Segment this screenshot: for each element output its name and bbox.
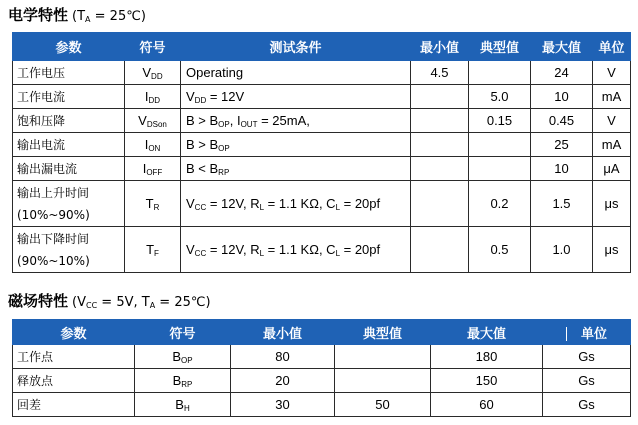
symbol-subscript: DD <box>151 71 163 81</box>
max-value-cell: 24 <box>531 61 593 85</box>
condition-subscript: L <box>335 202 341 212</box>
param-name-cell <box>13 157 125 181</box>
symbol-letter: V <box>142 64 152 80</box>
max-value-cell: 150 <box>431 369 543 393</box>
condition-text: V <box>186 88 195 104</box>
symbol-subscript: R <box>153 202 160 212</box>
symbol-cell <box>135 393 231 417</box>
unit-cell: mA <box>593 85 631 109</box>
condition-text: V <box>186 241 195 257</box>
magnetic-title-text: 磁场特性 <box>8 292 69 310</box>
symbol-letter: B <box>172 348 182 364</box>
condition-text: = 20pf <box>340 195 381 211</box>
table-row <box>13 157 631 181</box>
symbol-letter: B <box>172 372 182 388</box>
min-value-cell <box>411 157 469 181</box>
min-value-cell <box>411 85 469 109</box>
min-value-cell <box>411 227 469 273</box>
typ-value-cell <box>469 157 531 181</box>
condition-subscript: OP <box>218 143 230 153</box>
col-header-unit: 单位 <box>543 320 631 345</box>
param-name-cell <box>13 61 125 85</box>
condition-text: = 12V <box>206 88 245 104</box>
param-name-cell <box>13 227 125 273</box>
condition-cell <box>181 85 411 109</box>
symbol-cell <box>125 133 181 157</box>
param-name-cell: 回差 <box>13 393 135 417</box>
min-value-cell: 20 <box>231 369 335 393</box>
unit-cell: μs <box>593 227 631 273</box>
condition-subscript: L <box>335 248 341 258</box>
magnetic-section-title <box>8 290 211 311</box>
symbol-subscript: ON <box>148 143 161 153</box>
symbol-letter: B <box>175 396 184 412</box>
table-row <box>13 227 631 273</box>
param-name-cell <box>13 181 125 227</box>
condition-cell <box>181 181 411 227</box>
typ-value-cell <box>469 133 531 157</box>
col-header-min: 最小值 <box>411 33 469 61</box>
col-header-typ: 典型值 <box>335 320 431 345</box>
max-value-cell: 25 <box>531 133 593 157</box>
unit-cell: mA <box>593 133 631 157</box>
typ-value-cell <box>469 61 531 85</box>
param-name: 输出下降时间 <box>17 231 90 246</box>
symbol-letter: I <box>142 160 147 176</box>
symbol-subscript: OP <box>181 355 193 365</box>
param-name-cell: 释放点 <box>13 369 135 393</box>
param-name-cell: 工作点 <box>13 345 135 369</box>
symbol-letter: V <box>138 112 147 128</box>
symbol-subscript: OFF <box>146 167 163 177</box>
symbol-letter: T <box>145 195 154 211</box>
typ-value-cell: 0.15 <box>469 109 531 133</box>
col-header-min: 最小值 <box>231 320 335 345</box>
symbol-cell <box>125 181 181 227</box>
typ-value-cell: 5.0 <box>469 85 531 109</box>
min-value-cell <box>411 109 469 133</box>
param-name-cell <box>13 133 125 157</box>
electrical-title-text: 电学特性 <box>8 6 69 24</box>
symbol-cell <box>125 109 181 133</box>
min-value-cell: 4.5 <box>411 61 469 85</box>
param-name: 输出上升时间 <box>17 185 90 200</box>
col-header-symbol: 符号 <box>125 33 181 61</box>
unit-cell: Gs <box>543 369 631 393</box>
symbol-cell <box>125 227 181 273</box>
condition-text: = 1.1 KΩ, C <box>264 241 336 257</box>
table-row <box>13 109 631 133</box>
table-row <box>13 345 631 369</box>
col-header-condition: 测试条件 <box>181 33 411 61</box>
param-name: 工作电流 <box>17 90 66 104</box>
symbol-cell <box>125 61 181 85</box>
symbol-letter: T <box>146 241 155 257</box>
header-divider <box>566 327 567 341</box>
max-value-cell: 180 <box>431 345 543 369</box>
magnetic-characteristics-table <box>12 319 631 417</box>
unit-cell: V <box>593 109 631 133</box>
min-value-cell: 80 <box>231 345 335 369</box>
symbol-cell <box>135 369 231 393</box>
min-value-cell <box>411 133 469 157</box>
col-header-symbol: 符号 <box>135 320 231 345</box>
param-name: (90%~10%) <box>17 253 90 268</box>
param-name: 饱和压降 <box>17 114 66 128</box>
electrical-condition: ($T_A$ = 25℃) <box>72 9 146 24</box>
symbol-subscript: F <box>154 248 159 258</box>
max-value-cell: 1.0 <box>531 227 593 273</box>
symbol-letter: I <box>144 88 149 104</box>
symbol-letter: I <box>144 136 149 152</box>
unit-cell: Gs <box>543 345 631 369</box>
unit-cell: μs <box>593 181 631 227</box>
condition-cell <box>181 133 411 157</box>
table-header-row <box>13 320 631 345</box>
typ-value-cell: 0.2 <box>469 181 531 227</box>
condition-cell <box>181 109 411 133</box>
condition-text: V <box>186 195 195 211</box>
symbol-cell <box>125 85 181 109</box>
typ-value-cell <box>335 369 431 393</box>
condition-text: = 12V, R <box>206 241 260 257</box>
col-header-typ: 典型值 <box>469 33 531 61</box>
symbol-cell <box>135 345 231 369</box>
table-row <box>13 369 631 393</box>
electrical-section-title <box>8 4 146 25</box>
col-header-param: 参数 <box>13 33 125 61</box>
condition-cell <box>181 157 411 181</box>
col-header-unit: 单位 <box>593 33 631 61</box>
magnetic-condition: ($V_{CC} = 5V$, $T_A$ = 25℃) <box>72 295 211 310</box>
condition-subscript: RP <box>218 167 230 177</box>
condition-subscript: CC <box>194 202 207 212</box>
condition-text: , I <box>229 112 241 128</box>
electrical-characteristics-table <box>12 32 631 273</box>
max-value-cell: 10 <box>531 157 593 181</box>
condition-text: Operating <box>186 65 244 80</box>
condition-subscript: OUT <box>240 119 258 129</box>
condition-subscript: L <box>259 202 265 212</box>
condition-text: B > B <box>186 112 219 128</box>
symbol-cell <box>125 157 181 181</box>
table-row <box>13 393 631 417</box>
param-name-cell <box>13 85 125 109</box>
param-name: (10%~90%) <box>17 207 90 222</box>
condition-text: = 1.1 KΩ, C <box>264 195 336 211</box>
param-name: 输出电流 <box>17 138 66 152</box>
condition-text: B < B <box>186 160 219 176</box>
condition-subscript: CC <box>194 248 207 258</box>
min-value-cell <box>411 181 469 227</box>
col-header-max: 最大值 <box>431 320 543 345</box>
symbol-subscript: DSon <box>146 119 167 129</box>
table-header-row <box>13 33 631 61</box>
max-value-cell: 1.5 <box>531 181 593 227</box>
param-name: 工作电压 <box>17 66 66 80</box>
typ-value-cell <box>335 345 431 369</box>
symbol-subscript: RP <box>181 379 193 389</box>
table-row <box>13 133 631 157</box>
max-value-cell: 60 <box>431 393 543 417</box>
max-value-cell: 10 <box>531 85 593 109</box>
col-header-max: 最大值 <box>531 33 593 61</box>
condition-subscript: L <box>259 248 265 258</box>
table-row <box>13 181 631 227</box>
symbol-subscript: H <box>183 403 190 413</box>
typ-value-cell: 0.5 <box>469 227 531 273</box>
table-row <box>13 85 631 109</box>
condition-cell <box>181 227 411 273</box>
max-value-cell: 0.45 <box>531 109 593 133</box>
unit-cell: μA <box>593 157 631 181</box>
unit-cell: Gs <box>543 393 631 417</box>
condition-subscript: OP <box>218 119 230 129</box>
unit-cell: V <box>593 61 631 85</box>
condition-text: = 12V, R <box>206 195 260 211</box>
condition-text: B > B <box>186 136 219 152</box>
param-name-cell <box>13 109 125 133</box>
condition-text: = 20pf <box>340 241 381 257</box>
symbol-subscript: DD <box>148 95 161 105</box>
condition-subscript: DD <box>194 95 207 105</box>
typ-value-cell: 50 <box>335 393 431 417</box>
table-row <box>13 61 631 85</box>
condition-text: = 25mA, <box>257 112 310 128</box>
param-name: 输出漏电流 <box>17 162 78 176</box>
condition-cell <box>181 61 411 85</box>
col-header-param: 参数 <box>13 320 135 345</box>
min-value-cell: 30 <box>231 393 335 417</box>
